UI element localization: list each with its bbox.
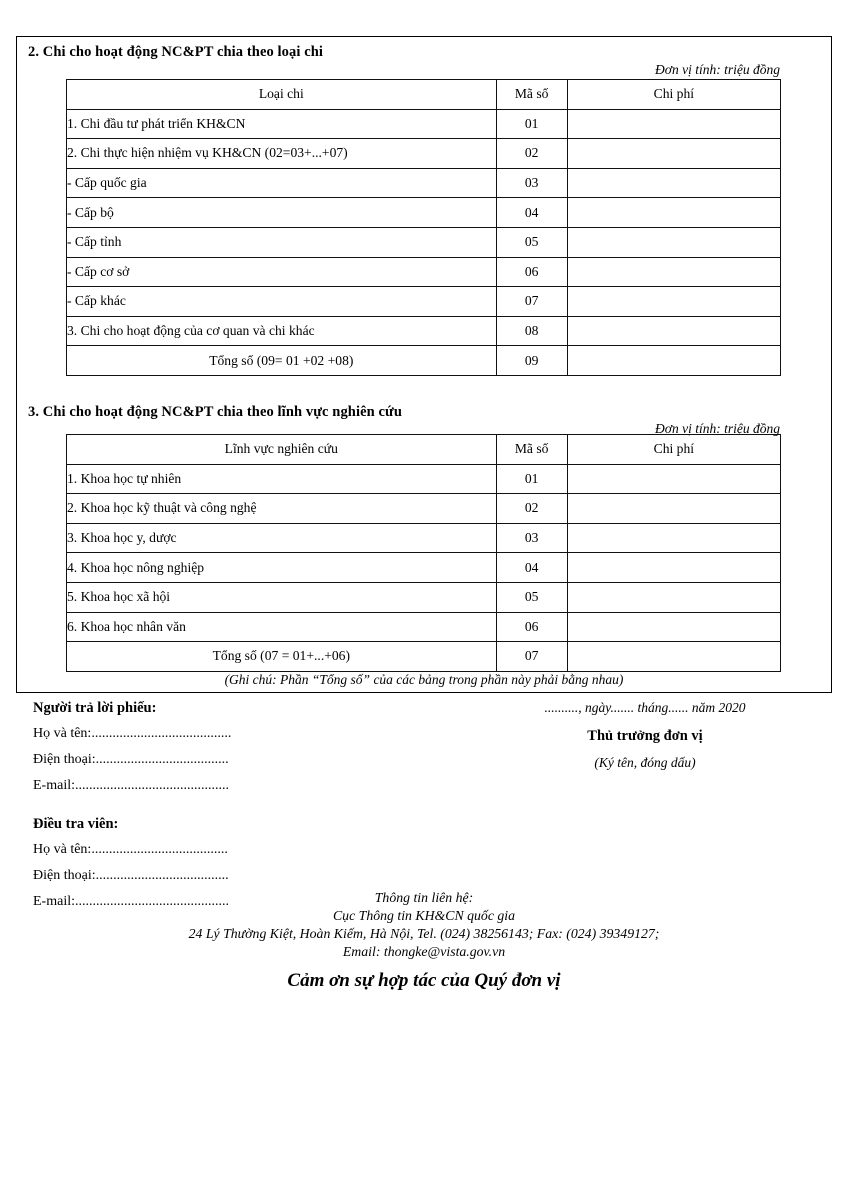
row-label: Tổng số (07 = 01+...+06)	[67, 642, 497, 672]
row-cost-input-cell[interactable]	[567, 198, 780, 228]
table-row	[67, 316, 781, 346]
row-cost-input-cell[interactable]	[567, 494, 780, 524]
table-row	[67, 198, 781, 228]
table-row	[67, 257, 781, 287]
table-total-row	[67, 642, 781, 672]
row-code: 08	[496, 316, 567, 346]
table-row	[67, 168, 781, 198]
row-code: 06	[496, 612, 567, 642]
row-cost-input-cell[interactable]	[567, 553, 780, 583]
row-code: 06	[496, 257, 567, 287]
table-row	[67, 227, 781, 257]
column-header-label: Lĩnh vực nghiên cứu	[67, 435, 497, 465]
table-header-row	[67, 80, 781, 110]
table-row	[67, 139, 781, 169]
signature-date-line[interactable]: .........., ngày....... tháng...... năm 2020	[544, 700, 746, 715]
row-label: Tổng số (09= 01 +02 +08)	[67, 346, 497, 376]
row-cost-input-cell[interactable]	[567, 227, 780, 257]
respondent-email-line[interactable]: E-mail:............................................	[33, 778, 229, 793]
section-research-field-title: 3. Chi cho hoạt động NC&PT chia theo lĩnh vực nghiên cứu	[28, 404, 403, 420]
table-row	[67, 287, 781, 317]
row-label: 1. Chi đầu tư phát triển KH&CN	[67, 109, 497, 139]
column-header-code: Mã số	[496, 80, 567, 110]
row-label: 2. Khoa học kỹ thuật và công nghệ	[67, 494, 497, 524]
row-cost-input-cell[interactable]	[567, 523, 780, 553]
investigator-name-line[interactable]: Họ và tên:.......................................	[33, 842, 228, 857]
signature-title: Thủ trưởng đơn vị	[587, 728, 703, 744]
section-expense-type-title: 2. Chi cho hoạt động NC&PT chia theo loại chi	[28, 44, 324, 60]
signature-block	[470, 700, 820, 771]
column-header-cost: Chi phí	[567, 435, 780, 465]
row-code: 07	[496, 642, 567, 672]
row-cost-input-cell[interactable]	[567, 316, 780, 346]
row-label: 4. Khoa học nông nghiệp	[67, 553, 497, 583]
row-cost-input-cell[interactable]	[567, 346, 780, 376]
table-row	[67, 523, 781, 553]
spacer	[33, 804, 363, 816]
row-code: 05	[496, 582, 567, 612]
row-label: 1. Khoa học tự nhiên	[67, 464, 497, 494]
row-cost-input-cell[interactable]	[567, 139, 780, 169]
row-label: - Cấp tỉnh	[67, 227, 497, 257]
expense-type-table	[66, 79, 781, 376]
row-code: 07	[496, 287, 567, 317]
row-cost-input-cell[interactable]	[567, 287, 780, 317]
row-code: 02	[496, 494, 567, 524]
footer-contact-label: Thông tin liên hệ:	[374, 890, 474, 905]
investigator-phone-line[interactable]: Điện thoại:......................................	[33, 868, 229, 883]
row-cost-input-cell[interactable]	[567, 109, 780, 139]
row-cost-input-cell[interactable]	[567, 642, 780, 672]
table-row	[67, 494, 781, 524]
table-row	[67, 612, 781, 642]
row-code: 04	[496, 553, 567, 583]
row-code: 01	[496, 464, 567, 494]
column-header-label: Loại chi	[67, 80, 497, 110]
footer-contact-block	[0, 890, 848, 992]
investigator-heading: Điều tra viên:	[33, 816, 119, 832]
investigator-email-line[interactable]: E-mail:............................................	[33, 894, 229, 909]
row-label: - Cấp bộ	[67, 198, 497, 228]
respondent-block	[33, 700, 363, 920]
footer-thanks-message: Cảm ơn sự hợp tác của Quý đơn vị	[287, 970, 561, 991]
row-code: 04	[496, 198, 567, 228]
row-cost-input-cell[interactable]	[567, 464, 780, 494]
table-row	[67, 582, 781, 612]
table-row	[67, 464, 781, 494]
column-header-code: Mã số	[496, 435, 567, 465]
research-field-table	[66, 434, 781, 672]
unit-note-expense-type: Đơn vị tính: triệu đồng	[655, 62, 780, 77]
respondent-heading: Người trả lời phiếu:	[33, 700, 157, 716]
row-label: 5. Khoa học xã hội	[67, 582, 497, 612]
unit-note-research-field: Đơn vị tính: triệu đồng	[655, 421, 780, 436]
footer-address: 24 Lý Thường Kiệt, Hoàn Kiếm, Hà Nội, Tel. (024) 38256143; Fax: (024) 39349127;	[188, 926, 660, 941]
table-row	[67, 109, 781, 139]
row-code: 01	[496, 109, 567, 139]
row-label: - Cấp cơ sở	[67, 257, 497, 287]
respondent-phone-line[interactable]: Điện thoại:......................................	[33, 752, 229, 767]
row-code: 03	[496, 168, 567, 198]
row-cost-input-cell[interactable]	[567, 582, 780, 612]
row-label: 2. Chi thực hiện nhiệm vụ KH&CN (02=03+...+07)	[67, 139, 497, 169]
row-code: 05	[496, 227, 567, 257]
row-cost-input-cell[interactable]	[567, 168, 780, 198]
row-label: - Cấp khác	[67, 287, 497, 317]
row-cost-input-cell[interactable]	[567, 612, 780, 642]
table-total-row	[67, 346, 781, 376]
row-code: 02	[496, 139, 567, 169]
tables-equality-note: (Ghi chú: Phần “Tổng số” của các bảng trong phần này phải bằng nhau)	[224, 672, 624, 687]
signature-subtitle: (Ký tên, đóng dấu)	[594, 755, 696, 770]
row-label: 3. Chi cho hoạt động của cơ quan và chi khác	[67, 316, 497, 346]
row-label: - Cấp quốc gia	[67, 168, 497, 198]
column-header-cost: Chi phí	[567, 80, 780, 110]
table-row	[67, 553, 781, 583]
row-label: 6. Khoa học nhân văn	[67, 612, 497, 642]
footer-email: Email: thongke@vista.gov.vn	[342, 944, 506, 959]
row-label: 3. Khoa học y, dược	[67, 523, 497, 553]
row-cost-input-cell[interactable]	[567, 257, 780, 287]
respondent-name-line[interactable]: Họ và tên:........................................	[33, 726, 232, 741]
table-header-row	[67, 435, 781, 465]
footer-organization: Cục Thông tin KH&CN quốc gia	[332, 908, 516, 923]
row-code: 09	[496, 346, 567, 376]
row-code: 03	[496, 523, 567, 553]
